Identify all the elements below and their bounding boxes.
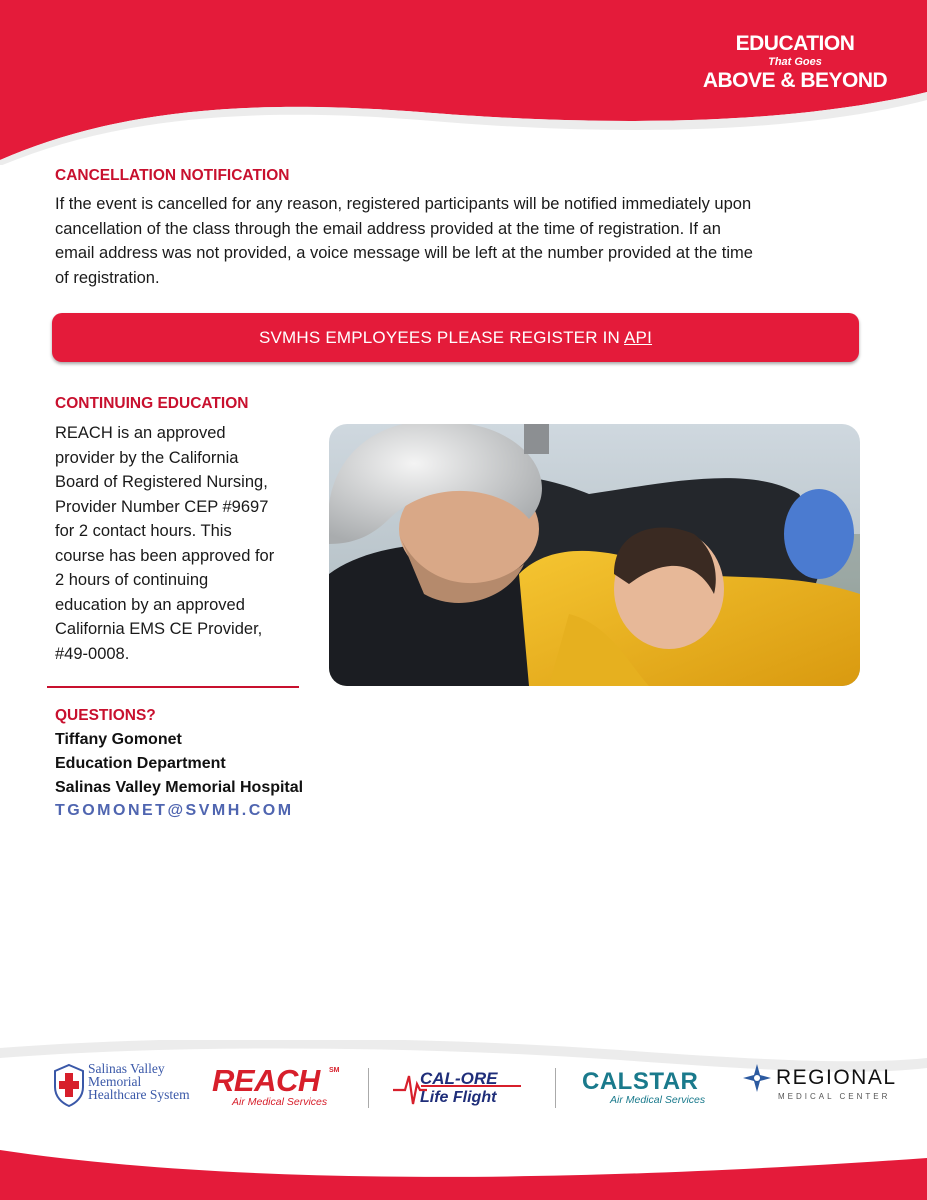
questions-title: QUESTIONS?: [55, 707, 156, 724]
tagline-above-beyond: ABOVE & BEYOND: [702, 69, 888, 92]
section-divider: [47, 686, 299, 688]
api-link[interactable]: API: [624, 328, 653, 347]
education-tagline: [690, 32, 900, 93]
contact-department: Education Department: [55, 755, 226, 772]
cancellation-line: of registration.: [55, 268, 160, 287]
ce-line: California EMS CE Provider,: [55, 620, 263, 638]
medic-child-photo: [329, 424, 860, 686]
ce-line: Provider Number CEP #9697: [55, 497, 269, 516]
ce-line: for 2 contact hours. This: [55, 522, 232, 540]
ce-line: 2 hours of continuing: [55, 571, 209, 589]
cancellation-line: If the event is cancelled for any reason, registered participants will be notified immediately upon: [55, 195, 752, 213]
cancellation-title: CANCELLATION NOTIFICATION: [55, 167, 290, 184]
svmh-line: Healthcare System: [88, 1087, 190, 1102]
reach-service-mark: SM: [329, 1067, 340, 1074]
calore-logo-word: CAL-ORE: [420, 1069, 498, 1088]
contact-name: Tiffany Gomonet: [55, 731, 182, 748]
continuing-education-title: CONTINUING EDUCATION: [55, 395, 249, 412]
ce-line: provider by the California: [55, 448, 239, 467]
register-banner-text: SVMHS EMPLOYEES PLEASE REGISTER IN: [258, 328, 625, 347]
cancellation-text: [55, 192, 855, 290]
ce-line: course has been approved for: [55, 546, 275, 565]
cancellation-line: email address was not provided, a voice message will be left at the number provided at the time: [55, 244, 753, 262]
regional-logo-sub: MEDICAL CENTER: [778, 1092, 891, 1101]
contact-email-link[interactable]: TGOMONET@SVMH.COM: [55, 802, 294, 819]
calstar-logo-sub: Air Medical Services: [610, 1094, 706, 1106]
tagline-education: EDUCATION: [735, 32, 855, 55]
lifeflight-logo-word: Life Flight: [420, 1089, 497, 1106]
svmh-line: Salinas Valley: [88, 1061, 165, 1076]
tagline-that-goes: That Goes: [768, 56, 822, 68]
calstar-logo-word: CALSTAR: [582, 1068, 699, 1095]
register-banner: [52, 313, 859, 362]
ce-line: Board of Registered Nursing,: [55, 473, 268, 491]
continuing-education-text: [55, 421, 325, 666]
ce-line: #49-0008.: [55, 644, 130, 663]
reach-logo-word: REACH: [212, 1063, 320, 1098]
reach-logo-sub: Air Medical Services: [232, 1096, 328, 1108]
logo-separator: [368, 1068, 369, 1108]
svmh-cross-icon: [52, 1063, 86, 1107]
regional-star-icon: [742, 1063, 772, 1093]
regional-logo-word: REGIONAL: [776, 1066, 897, 1089]
svmh-line: Memorial: [88, 1074, 142, 1089]
svmh-logo-text: [88, 1062, 190, 1101]
ce-line: REACH is an approved: [55, 424, 226, 442]
cancellation-line: cancellation of the class through the email address provided at the time of registration. If an: [55, 219, 721, 238]
ce-line: education by an approved: [55, 595, 245, 614]
logo-separator: [555, 1068, 556, 1108]
contact-hospital: Salinas Valley Memorial Hospital: [55, 779, 304, 796]
